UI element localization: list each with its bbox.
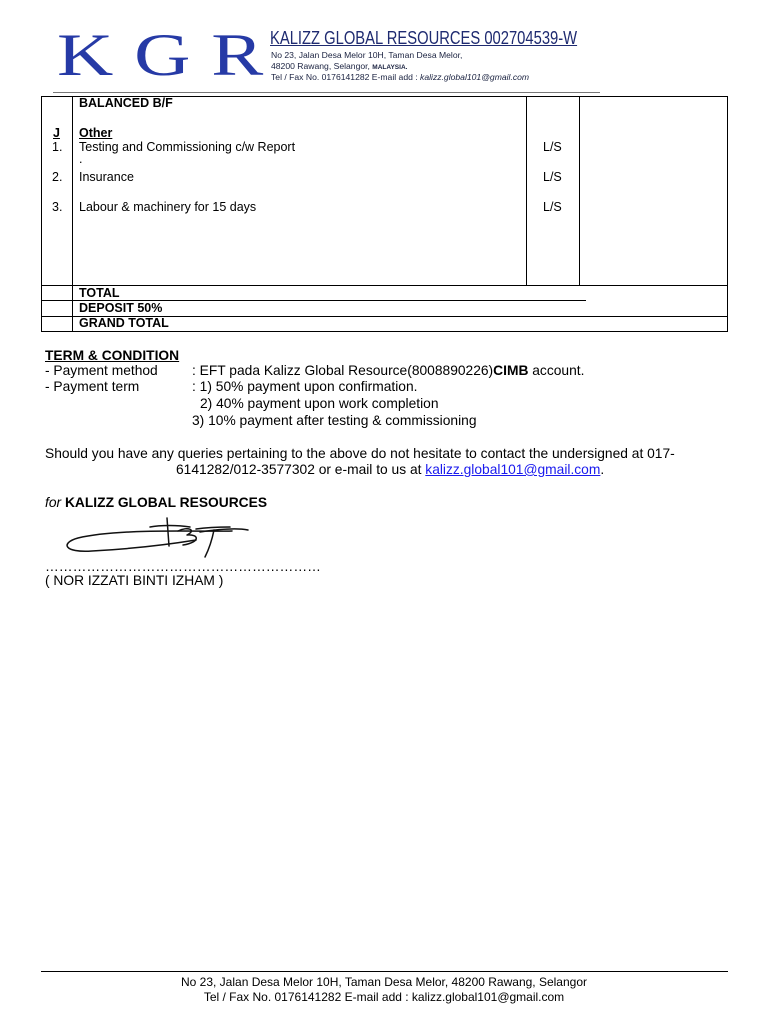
signatory-name: ( NOR IZZATI BINTI IZHAM ) <box>45 573 224 588</box>
payment-method-label: - Payment method <box>45 363 158 378</box>
contact-note-phones: 6141282/012-3577302 or e-mail to us at <box>176 462 426 477</box>
item-no: 3. <box>52 200 63 214</box>
section-code: J <box>53 126 60 140</box>
item-no: 2. <box>52 170 63 184</box>
signature-dotted-line: …………………………………………………… <box>45 559 321 574</box>
table-border-right <box>727 96 728 332</box>
balance-bf-label: BALANCED B/F <box>79 96 173 110</box>
terms-heading: TERM & CONDITION <box>45 348 180 363</box>
payment-method-suffix: account. <box>528 363 585 378</box>
header-divider <box>53 92 600 93</box>
footer-divider <box>41 971 728 972</box>
header-address-city: 48200 Rawang, Selangor, <box>271 61 373 71</box>
payment-term-label: - Payment term <box>45 379 140 394</box>
item-unit: L/S <box>543 200 562 214</box>
signoff-for: for <box>45 495 62 510</box>
contact-email-link[interactable]: kalizz.global101@gmail.com <box>425 462 601 477</box>
payment-method-text: : EFT pada Kalizz Global Resource(8008890226) <box>192 363 494 378</box>
total-label: TOTAL <box>79 286 120 300</box>
payment-term-item: 2) 40% payment upon work completion <box>200 396 439 411</box>
header-address-country: MALAYSIA. <box>372 64 408 71</box>
footer-address: No 23, Jalan Desa Melor 10H, Taman Desa Melor, 48200 Rawang, Selangor <box>180 975 587 989</box>
item-description: Insurance <box>79 170 134 184</box>
company-name: KALIZZ GLOBAL RESOURCES 002704539-W <box>270 28 578 48</box>
footer-contact: Tel / Fax No. 0176141282 E-mail add : kalizz.global101@gmail.com <box>203 990 565 1004</box>
signoff-company-name: KALIZZ GLOBAL RESOURCES <box>64 495 268 510</box>
grand-total-label: GRAND TOTAL <box>79 316 169 330</box>
table-col-divider-1 <box>72 96 73 332</box>
header-contact-prefix: Tel / Fax No. 0176141282 E-mail add : <box>271 72 421 82</box>
item-description: Labour & machinery for 15 days <box>79 200 257 214</box>
table-row-divider-total <box>41 285 728 286</box>
table-col-divider-3 <box>579 96 580 285</box>
contact-note-line1: Should you have any queries pertaining to the above do not hesitate to contact the undersigned at 017- <box>45 446 675 461</box>
payment-term-item: : 1) 50% payment upon confirmation. <box>192 379 418 394</box>
payment-method-value <box>192 363 584 379</box>
item-unit: L/S <box>543 170 562 184</box>
contact-note-line2 <box>176 462 604 478</box>
item-description: Testing and Commissioning c/w Report <box>79 140 296 154</box>
header-address-line1: No 23, Jalan Desa Melor 10H, Taman Desa Melor, <box>271 50 463 60</box>
header-contact-email: kalizz.global101@gmail.com <box>420 72 530 82</box>
table-border-bottom <box>41 331 728 332</box>
table-border-left <box>41 96 42 332</box>
signature <box>55 513 255 561</box>
deposit-label: DEPOSIT 50% <box>79 301 163 315</box>
signoff-company <box>45 495 267 511</box>
section-title: Other <box>79 126 113 140</box>
payment-method-bank: CIMB <box>493 363 529 378</box>
item-unit: L/S <box>543 140 562 154</box>
company-logo: KGR <box>57 22 285 88</box>
payment-term-item: 3) 10% payment after testing & commissioning <box>192 413 477 428</box>
item-no: 1. <box>52 140 63 154</box>
table-col-divider-2 <box>526 96 527 285</box>
stray-mark: . <box>79 152 83 166</box>
contact-note-period: . <box>600 462 605 477</box>
header-contact <box>271 72 529 83</box>
